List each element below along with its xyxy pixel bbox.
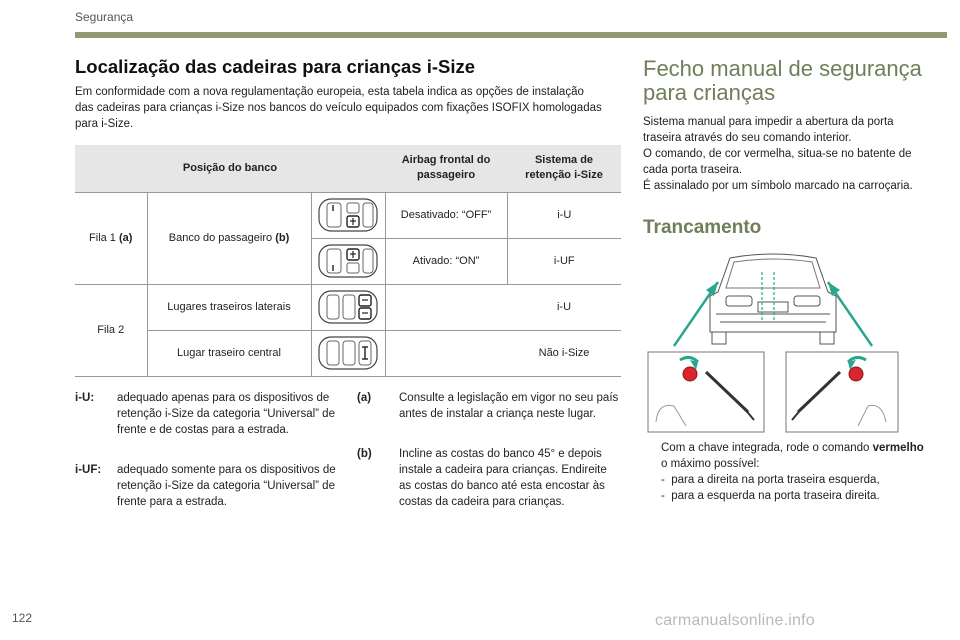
row2-central-icon-cell [311,330,385,376]
note-desc-a: Consulte a legislação em vigor no seu país antes de instalar a criança neste lugar. [399,392,619,420]
note-desc-b: Incline as costas do banco 45° e depois instale a cadeira para crianças. Endireite as costas do banco até esta encostar às costas da cadeira para crianças. [399,448,607,508]
def-desc-iuf: adequado somente para os dispositivos de retenção i-Size da categoria “Universal” de frente para a estrada. [117,464,336,508]
row2-central-airbag [385,330,507,376]
car-front-seat-icon [317,195,379,235]
def-desc-iu: adequado apenas para os dispositivos de retenção i-Size da categoria “Universal” de frente e de costas para a estrada. [117,392,335,436]
desc-line-1: Sistema manual para impedir a abertura da porta traseira através do seu comando interior. [643,116,894,144]
header-system: Sistema de retenção i-Size [507,145,621,192]
row2-lateral-system: i-U [507,284,621,330]
watermark: carmanualsonline.info [655,612,815,629]
car-rear-central-seat-icon [317,333,379,373]
note-ref-a: (a) [357,392,372,404]
row1-on-icon-cell [311,238,385,284]
row2-central-system: Não i-Size [507,330,621,376]
row2-lateral-icon-cell [311,284,385,330]
header-position: Posição do banco [75,145,385,192]
instruction-text: Com a chave integrada, rode o comando vermelho o máximo possível: [661,442,924,470]
row2-label: Fila 2 [75,284,147,376]
right-door-detail-icon [786,352,898,432]
row2-central-seat: Lugar traseiro central [147,330,311,376]
def-term-iu: i-U: [75,392,95,404]
row1-system-off: i-U [507,192,621,238]
row1-system-on: i-UF [507,238,621,284]
notes-block [357,390,622,530]
car-front-seat-icon [317,241,379,281]
definitions-block [75,390,345,530]
child-lock-illustration [646,252,900,434]
child-lock-description [643,114,928,194]
child-lock-title: Fecho manual de segurança para crianças [643,56,922,105]
instruction-item-right: - para a esquerda na porta traseira direita. [661,490,880,502]
intro-paragraph: Em conformidade com a nova regulamentação europeia, esta tabela indica as opções de instalação das cadeiras para crianças i-Size nos bancos do veículo equipados com fixações ISOFIX homologadas para i-Size. [75,86,602,130]
note-ref-b: (b) [357,448,372,460]
row1-airbag-on: Ativado: “ON” [385,238,507,284]
header-bar [75,32,947,38]
page-title: Localização das cadeiras para crianças i-Size [75,56,476,77]
page-number: 122 [12,611,33,625]
desc-line-2: O comando, de cor vermelha, situa-se no batente de cada porta traseira. [643,148,912,176]
locking-subtitle: Trancamento [643,217,762,238]
def-term-iuf: i-UF: [75,464,102,476]
row2-lateral-seats: Lugares traseiros laterais [147,284,311,330]
car-rear-drawing [710,254,836,344]
row1-seat: Banco do passageiro (b) [147,192,311,284]
instruction-item-left: - para a direita na porta traseira esquerda, [661,474,880,486]
isize-table [75,145,621,377]
car-rear-lateral-seats-icon [317,287,379,327]
header-airbag: Airbag frontal do passageiro [385,145,507,192]
left-door-detail-icon [648,352,764,432]
row1-off-icon-cell [311,192,385,238]
section-header: Segurança [75,10,134,24]
row1-airbag-off: Desativado: “OFF” [385,192,507,238]
row2-lateral-airbag [385,284,507,330]
row1-label: Fila 1 (a) [75,192,147,284]
desc-line-3: É assinalado por um símbolo marcado na carroçaria. [643,180,913,192]
